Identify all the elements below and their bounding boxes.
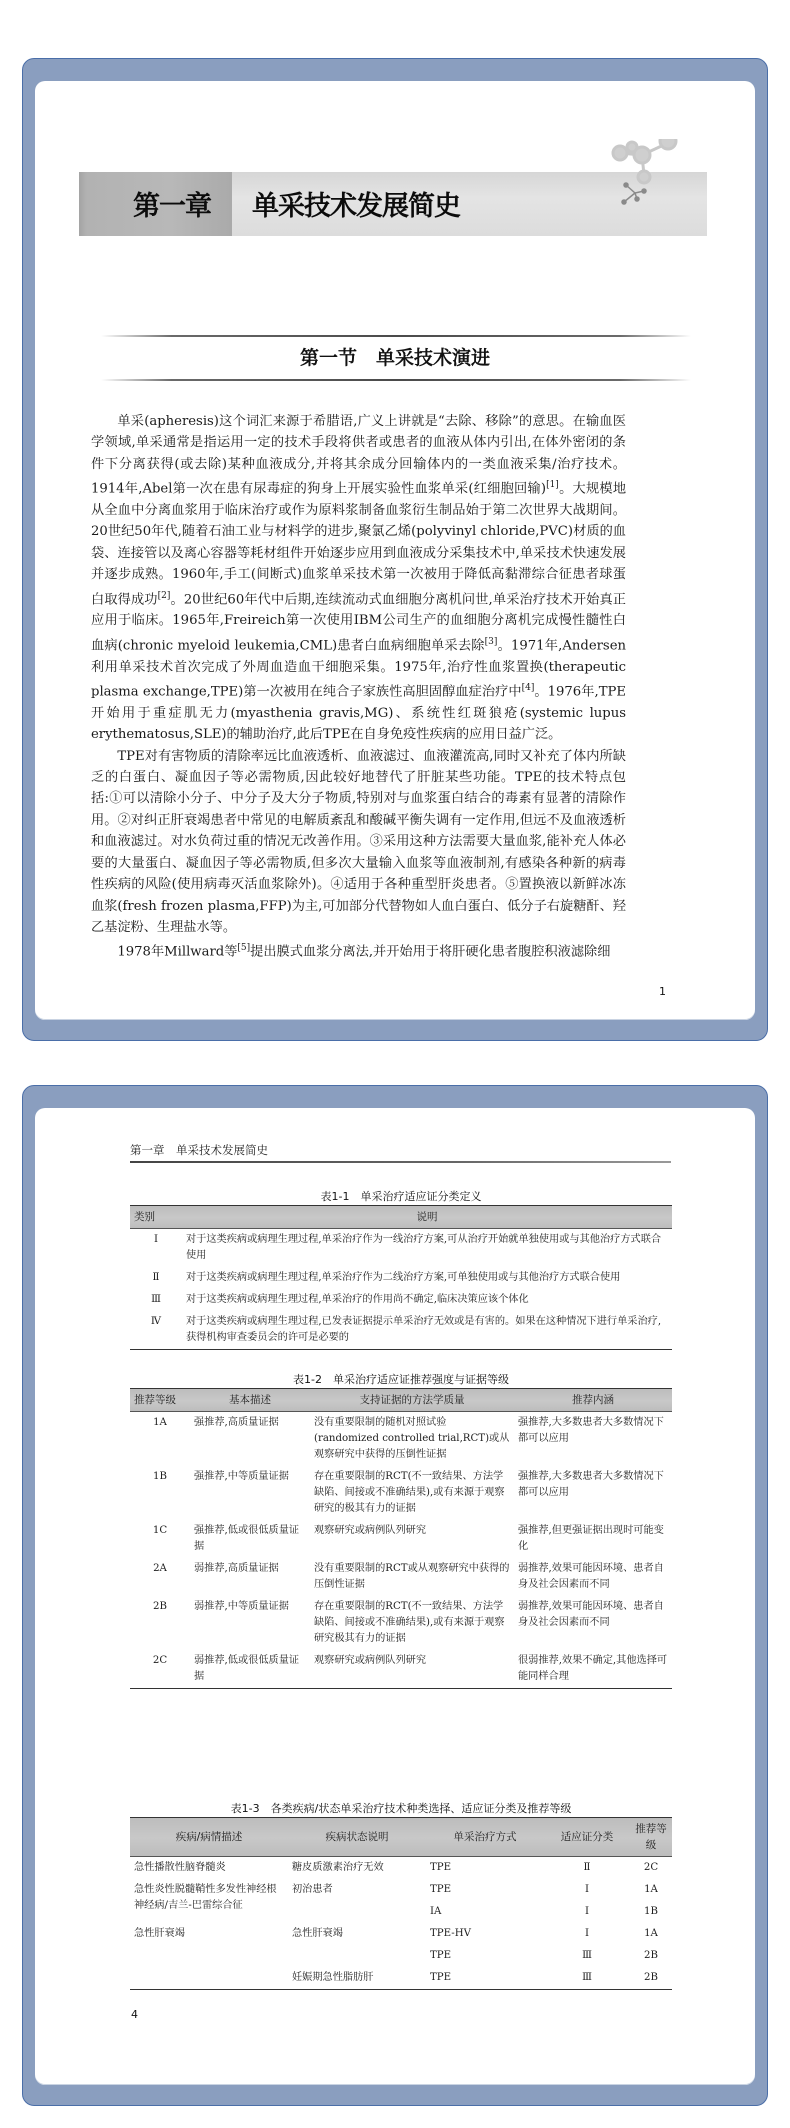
page-frame-2: [22, 1085, 768, 2106]
table-header: 支持证据的方法学质量: [310, 1389, 514, 1412]
table-row: IA Ⅰ 1B: [430, 1906, 658, 1917]
chapter-title: 单采技术发展简史: [252, 191, 460, 222]
table-disease-apheresis: [130, 1817, 672, 1990]
table-header: 推荐等级: [630, 1818, 672, 1857]
citation: [2]: [157, 590, 171, 601]
running-header-rule: [130, 1161, 671, 1163]
table-header: 单采治疗方式: [426, 1818, 544, 1857]
table-header: 疾病/病情描述: [130, 1818, 288, 1857]
table-row: Ⅰ 对于这类疾病或病理生理过程,单采治疗作为一线治疗方案,可从治疗开始就单独使用或与其他治疗方式联合使用: [153, 1234, 662, 1261]
table-header: 推荐等级: [130, 1389, 190, 1412]
table-row: 1C 强推荐,低或很低质量证据 观察研究或病例队列研究 强推荐,但更强证据出现时可能变化: [152, 1525, 664, 1552]
citation: [1]: [546, 480, 559, 491]
table-row: Ⅲ 对于这类疾病或病理生理过程,单采治疗的作用尚不确定,临床决策应该个体化: [151, 1294, 529, 1305]
table-indication-categories: [130, 1205, 672, 1350]
table-row: TPE Ⅲ 2B: [430, 1950, 658, 1961]
citation: [5]: [237, 943, 251, 954]
table-caption-1-1: 表1-1 单采治疗适应证分类定义: [320, 1190, 482, 1203]
table-row: 1B 强推荐,中等质量证据 存在重要限制的RCT(不一致结果、方法学缺陷、间接或不准确结果),或有来源于观察研究的极其有力的证据 强推荐,大多数患者大多数情况下都可以应用: [153, 1471, 664, 1514]
page-2: [35, 1108, 755, 2085]
table-caption-1-2: 表1-2 单采治疗适应证推荐强度与证据等级: [293, 1373, 509, 1386]
section-rule-bottom: [101, 379, 691, 381]
table-row: 2C 弱推荐,低或很低质量证据 观察研究或病例队列研究 很弱推荐,效果不确定,其他选择可能同样合理: [130, 1650, 672, 1689]
page-number: 4: [131, 2008, 138, 2021]
page-1: [35, 81, 755, 1020]
paragraph: 1978年Millward等[5]提出膜式血浆分离法,并开始用于将肝硬化患者腹腔积液滤除细: [117, 943, 611, 960]
table-row: 急性肝衰竭 急性肝衰竭 TPE-HV Ⅰ 1A: [134, 1928, 658, 1939]
table-row: Ⅳ 对于这类疾病或病理生理过程,已发表证据提示单采治疗无效或是有害的。如果在这种情况下进行单采治疗,获得机构审查委员会的许可是必要的: [130, 1311, 672, 1350]
table-header: 疾病状态说明: [288, 1818, 426, 1857]
table-row: 急性播散性脑脊髓炎 糖皮质激素治疗无效 TPE Ⅱ 2C: [134, 1862, 659, 1873]
citation: [4]: [521, 683, 535, 694]
table-caption-1-3: 表1-3 各类疾病/状态单采治疗技术种类选择、适应证分类及推荐等级: [230, 1802, 572, 1815]
table-header: 基本描述: [190, 1389, 310, 1412]
section-rule-top: [101, 335, 691, 337]
table-row: 2B 弱推荐,中等质量证据 存在重要限制的RCT(不一致结果、方法学缺陷、间接或不准确结果),或有来源于观察研究极其有力的证据 弱推荐,效果可能因环境、患者自身及社会因素而不同: [153, 1601, 664, 1644]
table-row: 1A 强推荐,高质量证据 没有重要限制的随机对照试验(randomized controlled trial,RCT)或从观察研究中获得的压倒性证据 强推荐,大多数患者大多数情况下都可以应用: [153, 1417, 664, 1460]
page-number: 1: [659, 985, 666, 998]
molecule-icon: [608, 139, 688, 239]
section-title: 第一节 单采技术演进: [299, 347, 490, 369]
chapter-label: 第一章: [133, 191, 211, 222]
table-row: Ⅱ 对于这类疾病或病理生理过程,单采治疗作为二线治疗方案,可单独使用或与其他治疗方式联合使用: [152, 1272, 621, 1283]
body-text: [91, 411, 626, 963]
running-header: 第一章 单采技术发展简史: [130, 1143, 268, 1157]
page-frame-1: [22, 58, 768, 1041]
table-row: 急性炎性脱髓鞘性多发性神经根神经病/吉兰-巴雷综合征 初治患者 TPE Ⅰ 1A: [134, 1884, 658, 1911]
citation: [3]: [484, 636, 498, 647]
table-header: 说明: [182, 1206, 672, 1229]
table-header: 推荐内涵: [514, 1389, 672, 1412]
table-header: 适应证分类: [544, 1818, 630, 1857]
table-row: 妊娠期急性脂肪肝 TPE Ⅲ 2B: [130, 1967, 672, 1990]
table-recommendation-grades: [130, 1388, 672, 1689]
paragraph: TPE对有害物质的清除率远比血液透析、血液滤过、血液灌流高,同时又补充了体内所缺乏的白蛋白、凝血因子等必需物质,因此较好地替代了肝脏某些功能。TPE的技术特点包括:①可以清除小分子、中分子及大分子物质,特别对与血浆蛋白结合的毒素有显著的清除作用。②对纠正肝衰竭患者中常见的电解质紊乱和酸碱平衡失调有一定作用,但远不及血液透析和血液滤过。对水负荷过重的情况无改善作用。③采用这种方法需要大量血浆,能补充人体必要的大量蛋白、凝血因子等必需物质,但多次大量输入血浆等血液制剂,有感染各种新的病毒性疾病的风险(使用病毒灭活血浆除外)。④适用于各种重型肝炎患者。⑤置换液以新鲜冰冻血浆(fresh frozen plasma,FFP)为主,可加部分代替物如人血白蛋白、低分子右旋糖酐、羟乙基淀粉、生理盐水等。: [91, 748, 626, 935]
table-row: 2A 弱推荐,高质量证据 没有重要限制的RCT或从观察研究中获得的压倒性证据 弱推荐,效果可能因环境、患者自身及社会因素而不同: [153, 1563, 664, 1590]
table-header: 类别: [130, 1206, 182, 1229]
paragraph: 单采(apheresis)这个词汇来源于希腊语,广义上讲就是“去除、移除”的意思。在输血医学领域,单采通常是指运用一定的技术手段将供者或患者的血液从体内引出,在体外密闭的条件下分离获得(或去除)某种血液成分,并将其余成分回输体内的一类血液采集/治疗技术。1914年,Abel第一次在患有尿毒症的狗身上开展实验性血浆单采(红细胞回输)[1]。大规模地从全血中分离血浆用于临床治疗或作为原料浆制备血浆衍生制品始于第二次世界大战期间。20世纪50年代,随着石油工业与材料学的进步,聚氯乙烯(polyvinyl chloride,PVC)材质的血袋、连接管以及离心容器等耗材组件开始逐步应用到血液成分采集技术中,单采技术快速发展并逐步成熟。1960年,手工(间断式)血浆单采技术第一次被用于降低高黏滞综合征患者球蛋白取得成功[2]。20世纪60年代中后期,连续流动式血细胞分离机问世,单采治疗技术开始真正应用于临床。1965年,Freireich第一次使用IBM公司生产的血细胞分离机完成慢性髓性白血病(chronic myeloid leukemia,CML)患者白血病细胞单采去除[3]。1971年,Andersen利用单采技术首次完成了外周血造血干细胞采集。1975年,治疗性血浆置换(therapeutic plasma exchange,TPE)第一次被用在纯合子家族性高胆固醇血症治疗中[4]。1976年,TPE开始用于重症肌无力(myasthenia gravis,MG)、系统性红斑狼疮(systemic lupus erythematosus,SLE)的辅助治疗,此后TPE在自身免疫性疾病的应用日益广泛。: [91, 414, 627, 743]
